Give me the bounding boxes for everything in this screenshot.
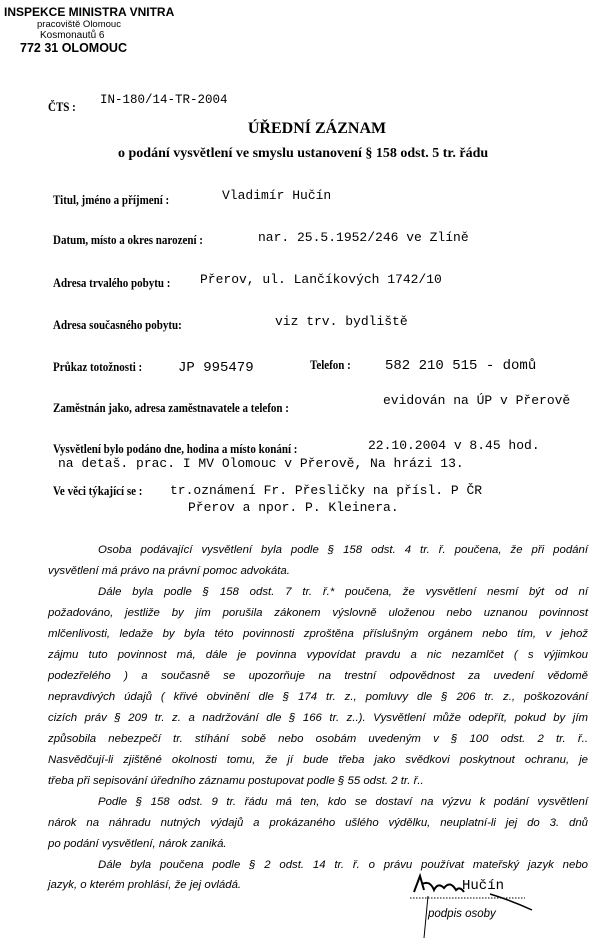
body-line: vysvětlení má právo na právní pomoc advokáta. <box>48 565 290 577</box>
stamp-line: Kosmonautů 6 <box>40 30 105 41</box>
given-label: Vysvětlení bylo podáno dne, hodina a místo konání : <box>53 442 298 456</box>
birth-value: nar. 25.5.1952/246 ve Zlíně <box>258 230 469 245</box>
matter-value-continued: Přerov a npor. P. Kleinera. <box>188 500 399 515</box>
body-line: Dále byla poučena podle § 2 odst. 14 tr. ř. o právu používat mateřský jazyk nebo <box>98 859 588 871</box>
stamp-line: INSPEKCE MINISTRA VNITRA <box>4 5 175 19</box>
signature-name: Hučín <box>462 878 505 894</box>
handwritten-signature <box>400 860 600 940</box>
employer-label: Zaměstnán jako, adresa zaměstnavatele a telefon : <box>53 401 289 415</box>
permanent-address-label: Adresa trvalého pobytu : <box>53 276 171 290</box>
body-line: jazyk, o kterém prohlásí, že jej ovládá. <box>48 879 242 891</box>
id-card-value: JP 995479 <box>178 360 254 376</box>
stamp-line: 772 31 OLOMOUC <box>20 41 127 55</box>
name-label: Titul, jméno a příjmení : <box>53 193 170 207</box>
phone-label: Telefon : <box>310 358 351 372</box>
birth-label: Datum, místo a okres narození : <box>53 233 203 247</box>
body-line: třeba při sepisování úředního záznamu postupovat podle § 55 odst. 2 tr. ř.. <box>48 775 424 787</box>
body-line: po podání vysvětlení, nárok zaniká. <box>48 838 227 850</box>
permanent-address-value: Přerov, ul. Lančíkových 1742/10 <box>200 272 442 287</box>
stamp-line: pracoviště Olomouc <box>37 19 121 30</box>
phone-value: 582 210 515 - domů <box>385 358 537 374</box>
body-line: Nasvědčují-li zjištěné okolnosti tomu, že jí bude třeba jako svědkovi poskytnout ochranu, je <box>48 754 588 766</box>
cts-value: IN-180/14-TR-2004 <box>100 93 228 107</box>
signature-caption: podpis osoby <box>428 908 496 920</box>
given-place-value: na detaš. prac. I MV Olomouc v Přerově, Na hrázi 13. <box>58 456 464 471</box>
body-line: Podle § 158 odst. 9 tr. řádu má ten, kdo se dostaví na výzvu k podání vysvětlení <box>98 796 588 808</box>
body-line: cizích práv § 209 tr. z. a nadržování dle § 166 tr. z..). Vysvětlení může odepřít, pokud by jím <box>48 712 588 724</box>
document-subtitle: o podání vysvětlení ve smyslu ustanovení § 158 odst. 5 tr. řádu <box>118 146 489 161</box>
id-card-label: Průkaz totožnosti : <box>53 360 143 374</box>
given-value: 22.10.2004 v 8.45 hod. <box>368 438 540 453</box>
document-title: ÚŘEDNÍ ZÁZNAM <box>247 120 387 137</box>
body-line: zájmu tuto povinnost má, dále je povinna vypovídat pravdu a nic nezamlčet ( s výjimkou <box>48 649 588 661</box>
name-value: Vladimír Hučín <box>222 188 332 203</box>
current-address-label: Adresa současného pobytu: <box>53 318 182 332</box>
matter-value: tr.oznámení Fr. Přesličky na přísl. P ČR <box>170 483 483 498</box>
matter-label: Ve věci týkající se : <box>53 484 143 498</box>
body-line: nepravdivých údajů ( křivé obvinění dle § 174 tr. z., pomluvy dle § 206 tr. z., poškozování <box>48 691 588 703</box>
employer-value: evidován na ÚP v Přerově <box>383 393 571 408</box>
cts-label: ČTS : <box>48 100 76 114</box>
body-line: nárok na náhradu nutných výdajů a prokázaného ušlého výdělku, neuplatní-li jej do 3. dnů <box>48 817 588 829</box>
body-line: způsobila nebezpečí tr. stíhání sobě nebo osobám uvedeným v § 100 odst. 2 tr. ř.. <box>48 733 588 745</box>
body-line: podezřelého ) a současně se upozorňuje na trestní odpovědnost za uvedení vědomě <box>48 670 588 682</box>
body-line: Dále byla podle § 158 odst. 7 tr. ř.* poučena, že vysvětlení nesmí být od ní <box>98 586 588 598</box>
body-line: požadováno, jestliže by jím porušila zákonem výslovně uloženou nebo uznanou povinnost <box>48 607 588 619</box>
body-line: Osoba podávající vysvětlení byla podle § 158 odst. 4 tr. ř. poučena, že při podání <box>98 544 588 556</box>
current-address-value: viz trv. bydliště <box>275 314 408 329</box>
body-line: mlčenlivosti, ledaže by byla této povinnosti zproštěna příslušným orgánem nebo tím, v jehož <box>48 628 588 640</box>
